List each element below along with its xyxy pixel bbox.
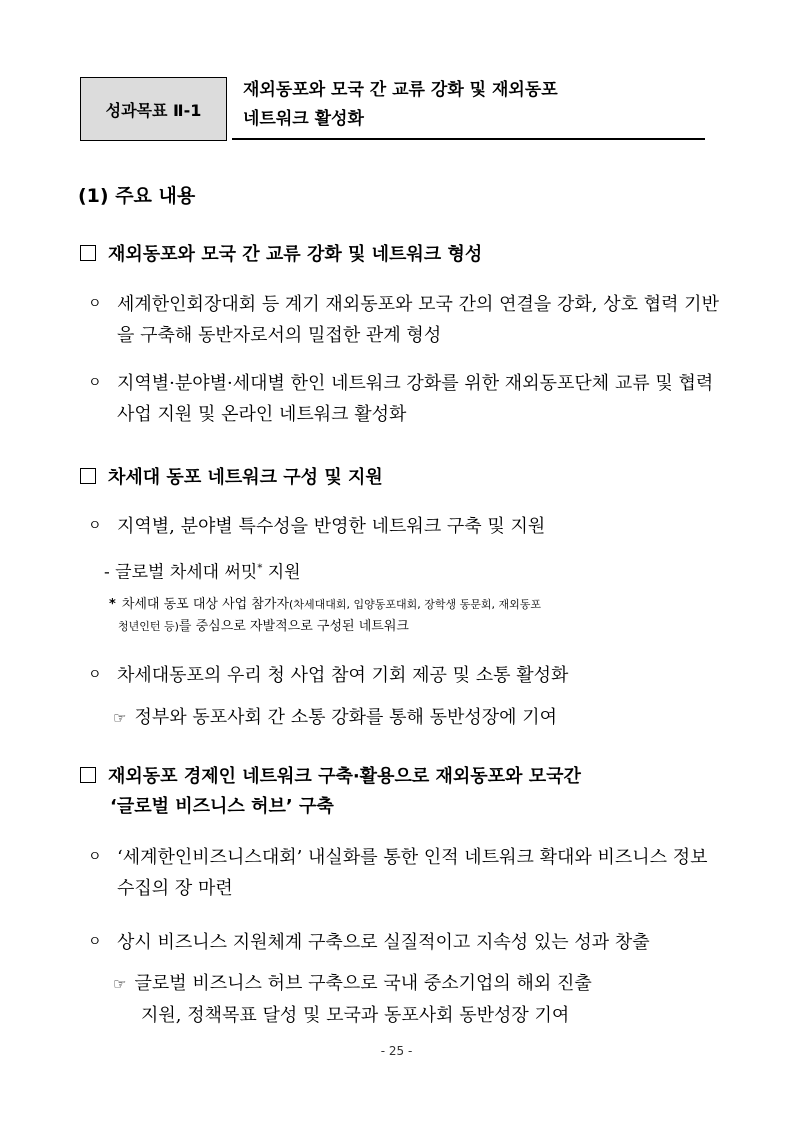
checkbox-square-icon (80, 245, 96, 261)
heading-1 (80, 240, 720, 270)
checkbox-square-icon (80, 767, 96, 783)
footnote-line2: 를 중심으로 자발적으로 구성된 네트워크 (178, 619, 409, 634)
footnote-sup: * (257, 563, 263, 574)
heading-1-text: 재외동포와 모국 간 교류 강화 및 네트워크 형성 (108, 244, 483, 265)
bullet-1-1 (88, 289, 720, 351)
pointing-hand-icon: ☞ (113, 975, 127, 993)
goal-title-line1: 재외동포와 모국 간 교류 강화 및 재외동포 (243, 80, 558, 100)
pointing-hand-icon: ☞ (113, 709, 127, 727)
footnote-marker: * (109, 597, 116, 612)
footnote-paren: (차세대대회, 입양동포대회, 장학생 동문회, 재외동포 (289, 598, 541, 611)
bullet-1-2 (88, 368, 720, 430)
arrow-item-3 (113, 968, 720, 1031)
bullet-marker: ㅇ (88, 934, 102, 950)
arrow-item-3-line2: 지원, 정책목표 달성 및 모국과 동포사회 동반성장 기여 (141, 1005, 570, 1026)
dash-item (104, 555, 301, 587)
bullet-marker: ㅇ (88, 849, 102, 865)
bullet-1-1-text: 세계한인회장대회 등 계기 재외동포와 모국 간의 연결을 강화, 상호 협력 기반을 구축해 동반자로서의 밀접한 관계 형성 (117, 294, 719, 346)
page-number: - 25 - (380, 1044, 413, 1058)
goal-label: 성과목표 Ⅱ-1 (105, 100, 202, 120)
bullet-2-1 (88, 511, 720, 542)
dash-text: - 글로벌 차세대 써밋 (104, 562, 258, 583)
bullet-3-1-text: ‘세계한인비즈니스대회’ 내실화를 통한 인적 네트워크 확대와 비즈니스 정보수집의 장 마련 (117, 847, 708, 899)
bullet-2-2-text: 차세대동포의 우리 청 사업 참여 기회 제공 및 소통 활성화 (117, 665, 569, 686)
bullet-2-2 (88, 660, 720, 691)
footnote (109, 594, 724, 638)
bullet-3-2 (88, 927, 720, 958)
goal-title (232, 76, 705, 140)
bullet-3-2-text: 상시 비즈니스 지원체계 구축으로 실질적이고 지속성 있는 성과 창출 (117, 932, 650, 953)
footnote-main: 차세대 동포 대상 사업 참가자 (121, 597, 290, 612)
arrow-item-2 (113, 702, 720, 734)
goal-label-box (80, 77, 227, 141)
bullet-1-2-text: 지역별·분야별·세대별 한인 네트워크 강화를 위한 재외동포단체 교류 및 협력사업 지원 및 온라인 네트워크 활성화 (117, 373, 714, 425)
dash-text-end: 지원 (262, 562, 301, 583)
heading-3-line2: ‘글로벌 비즈니스 허브’ 구축 (110, 796, 334, 817)
checkbox-square-icon (80, 468, 96, 484)
bullet-3-1 (88, 842, 720, 904)
arrow-item-2-text: 정부와 동포사회 간 소통 강화를 통해 동반성장에 기여 (134, 707, 558, 728)
arrow-item-3-line1: 글로벌 비즈니스 허브 구축으로 국내 중소기업의 해외 진출 (134, 973, 592, 994)
bullet-marker: ㅇ (88, 296, 102, 312)
section-title: (1) 주요 내용 (78, 185, 196, 207)
heading-2 (80, 463, 720, 493)
bullet-2-1-text: 지역별, 분야별 특수성을 반영한 네트워크 구축 및 지원 (117, 516, 546, 537)
goal-title-line2: 네트워크 활성화 (243, 109, 364, 129)
heading-3 (80, 762, 720, 822)
heading-3-line1: 재외동포 경제인 네트워크 구축·활용으로 재외동포와 모국간 (108, 766, 581, 787)
footnote-line2-small: 청년인턴 등) (118, 620, 179, 633)
bullet-marker: ㅇ (88, 667, 102, 683)
bullet-marker: ㅇ (88, 518, 102, 534)
heading-2-text: 차세대 동포 네트워크 구성 및 지원 (108, 467, 383, 488)
bullet-marker: ㅇ (88, 375, 102, 391)
